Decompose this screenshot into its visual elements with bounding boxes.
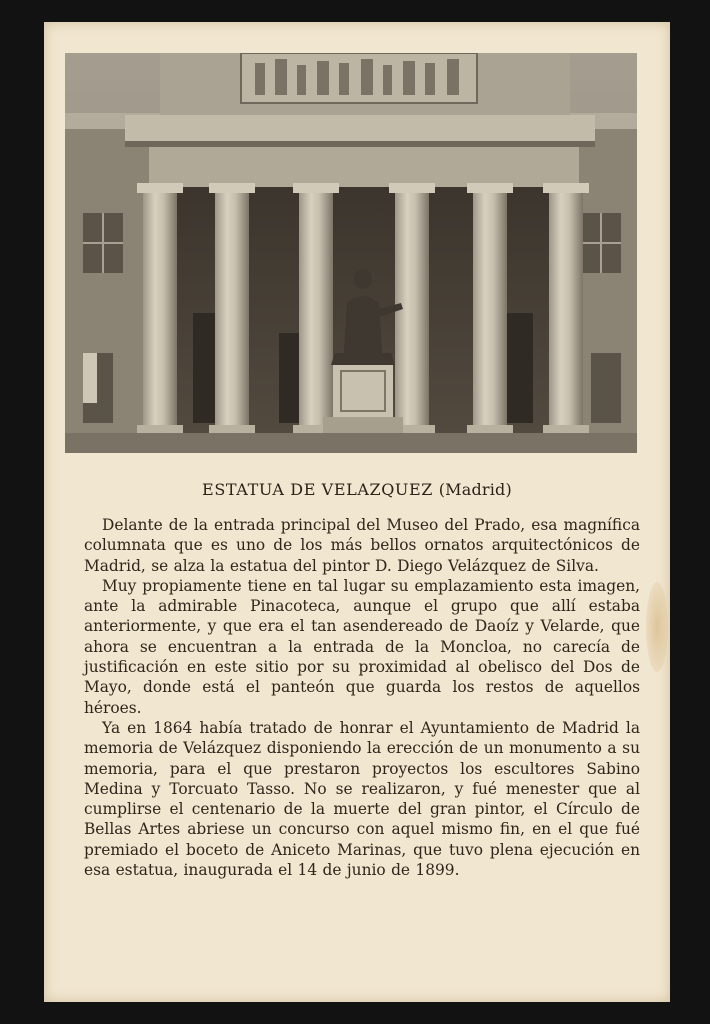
description-text [84,515,640,880]
postcard [44,22,670,1002]
paragraph-3: Ya en 1864 había tratado de honrar el Ayuntamiento de Madrid la memoria de Velázquez disponiendo la erección de un monumento a su memoria, para el que prestaron proyectos los escultores Sabino Medina y Torcuato Tasso. No se realizaron, y fué menester que al cumplirse el centenario de la muerte del gran pintor, el Círculo de Bellas Artes abriese un concurso con aquel mismo fin, en el que fué premiado el boceto de Aniceto Marinas, que tuvo plena ejecución en esa estatua, inaugurada el 14 de junio de 1899. [84,718,640,880]
title-text: ESTATUA DE VELAZQUEZ [202,480,433,499]
paragraph-1: Delante de la entrada principal del Museo del Prado, esa magnífica columnata que es uno de los más bellos ornatos arquitectónicos de Madrid, se alza la estatua del pintor D. Diego Velázquez de Silva. [84,516,640,575]
paragraph-2: Muy propiamente tiene en tal lugar su emplazamiento esta imagen, ante la admirable Pinacoteca, aunque el grupo que allí estaba anteriormente, y que era el tan asendereado de Daoíz y Velarde, que ahora se encuentran a la entrada de la Moncloa, no carecía de justificación en este sitio por su proximidad al obelisco del Dos de Mayo, donde está el panteón que guarda los restos de aquellos héroes. [84,576,640,717]
title-location: (Madrid) [438,480,512,499]
postcard-title [44,480,670,499]
museum-photo [65,53,637,453]
paper-stain [646,582,668,672]
